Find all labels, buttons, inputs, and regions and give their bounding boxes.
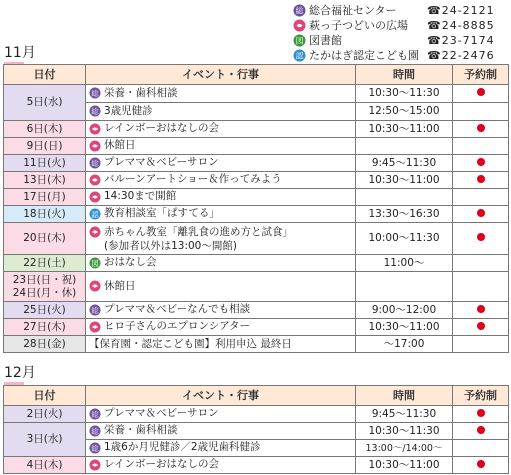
december-schedule-table bbox=[3, 385, 509, 474]
table-row bbox=[4, 85, 509, 103]
svg-text:認: 認 bbox=[91, 209, 99, 219]
table-row bbox=[4, 302, 509, 319]
reservation-cell bbox=[453, 138, 509, 155]
reservation-cell bbox=[453, 336, 509, 353]
sogo-icon bbox=[293, 4, 306, 17]
reservation-dot-icon bbox=[477, 175, 485, 183]
header-date: 日付 bbox=[4, 386, 86, 406]
time-cell: 10:30～11:30 bbox=[356, 85, 453, 103]
date-cell: 22日(土) bbox=[4, 255, 86, 272]
library-icon bbox=[293, 34, 306, 47]
kodomo-hiroba-icon bbox=[89, 280, 101, 292]
event-cell bbox=[86, 85, 356, 103]
event-cell bbox=[86, 189, 356, 206]
event-label: プレママ＆ベビーなんでも相談 bbox=[104, 303, 251, 316]
legend-phone: ☎24-8885 bbox=[427, 19, 495, 32]
date-cell bbox=[4, 272, 86, 302]
event-label: 休館日 bbox=[104, 279, 136, 292]
table-row bbox=[4, 336, 509, 353]
table-row bbox=[4, 172, 509, 189]
table-row bbox=[4, 319, 509, 336]
event-cell bbox=[86, 457, 356, 474]
reservation-cell bbox=[453, 206, 509, 223]
time-cell: 10:30～11:30 bbox=[356, 423, 453, 440]
event-cell bbox=[86, 302, 356, 319]
reservation-cell bbox=[453, 172, 509, 189]
kodomo-hiroba-icon bbox=[89, 174, 101, 186]
svg-text:総: 総 bbox=[91, 409, 99, 419]
date-cell: 18日(火) bbox=[4, 206, 86, 223]
reservation-dot-icon bbox=[477, 305, 485, 313]
date-cell: 17日(月) bbox=[4, 189, 86, 206]
time-cell: 9:45～11:30 bbox=[356, 406, 453, 423]
sogo-icon bbox=[89, 408, 101, 420]
table-row bbox=[4, 406, 509, 423]
table-row bbox=[4, 138, 509, 155]
table-header bbox=[4, 386, 509, 406]
event-label: 栄養・歯科相談 bbox=[104, 424, 178, 437]
month-title-december: 12月 bbox=[4, 362, 36, 382]
sogo-icon bbox=[89, 105, 101, 117]
kodomo-hiroba-icon bbox=[89, 140, 101, 152]
reservation-dot-icon bbox=[477, 426, 485, 434]
event-cell bbox=[86, 155, 356, 172]
reservation-cell bbox=[453, 319, 509, 336]
time-cell bbox=[356, 138, 453, 155]
reservation-dot-icon bbox=[477, 233, 485, 241]
reservation-cell bbox=[453, 272, 509, 302]
table-row bbox=[4, 155, 509, 172]
table-row bbox=[4, 255, 509, 272]
kodomo-hiroba-icon bbox=[89, 123, 101, 135]
sogo-icon bbox=[89, 157, 101, 169]
time-cell bbox=[356, 189, 453, 206]
sogo-icon bbox=[89, 425, 101, 437]
date-cell: 11日(火) bbox=[4, 155, 86, 172]
kodomo-hiroba-icon bbox=[89, 226, 101, 238]
time-cell: 10:00～11:30 bbox=[356, 223, 453, 255]
legend-item-library bbox=[293, 33, 507, 48]
event-label: 休館日 bbox=[104, 139, 136, 152]
date-cell: 28日(金) bbox=[4, 336, 86, 353]
event-cell bbox=[86, 406, 356, 423]
table-row bbox=[4, 423, 509, 440]
header-time: 時間 bbox=[356, 65, 453, 85]
reservation-dot-icon bbox=[477, 124, 485, 132]
event-cell bbox=[86, 103, 356, 121]
header-event: イベント・行事 bbox=[86, 65, 356, 85]
reservation-cell bbox=[453, 457, 509, 474]
svg-text:図: 図 bbox=[91, 258, 99, 268]
event-label-group bbox=[104, 225, 293, 253]
reservation-dot-icon bbox=[477, 460, 485, 468]
event-cell bbox=[86, 172, 356, 189]
table-row bbox=[4, 121, 509, 138]
time-cell: 12:50～15:00 bbox=[356, 103, 453, 121]
reservation-cell bbox=[453, 103, 509, 121]
event-label: バルーンアートショー＆作ってみよう bbox=[104, 173, 282, 186]
event-label: レインボーおはなしの会 bbox=[104, 458, 219, 471]
event-cell bbox=[86, 138, 356, 155]
svg-text:総: 総 bbox=[91, 89, 99, 99]
time-cell: 10:30～11:00 bbox=[356, 121, 453, 138]
header-reservation: 予約制 bbox=[453, 386, 509, 406]
event-cell: 【保育園・認定こども園】利用申込 最終日 bbox=[86, 336, 356, 353]
svg-text:総: 総 bbox=[91, 158, 99, 168]
date-cell: 5日(水) bbox=[4, 85, 86, 121]
time-cell: 13:00～/14:00～ bbox=[356, 440, 453, 457]
table-row bbox=[4, 206, 509, 223]
kodomoen-icon bbox=[89, 208, 101, 220]
date-cell: 20日(木) bbox=[4, 223, 86, 255]
kodomo-hiroba-icon bbox=[89, 191, 101, 203]
event-cell bbox=[86, 423, 356, 440]
event-label: プレママ＆ベビーサロン bbox=[104, 407, 219, 420]
sogo-icon bbox=[89, 304, 101, 316]
table-row bbox=[4, 189, 509, 206]
reservation-cell bbox=[453, 121, 509, 138]
time-cell: 10:30～11:00 bbox=[356, 319, 453, 336]
kodomo-hiroba-icon bbox=[89, 459, 101, 471]
reservation-cell bbox=[453, 440, 509, 457]
event-cell bbox=[86, 206, 356, 223]
header-date: 日付 bbox=[4, 65, 86, 85]
reservation-cell bbox=[453, 406, 509, 423]
svg-text:総: 総 bbox=[91, 305, 99, 315]
legend-name: 萩っ子つどいの広場 bbox=[309, 19, 408, 32]
time-cell: 9:45～11:30 bbox=[356, 155, 453, 172]
reservation-dot-icon bbox=[477, 209, 485, 217]
event-label: 1歳6か月児健診／2歳児歯科健診 bbox=[104, 441, 261, 454]
legend-item-kodomoen bbox=[293, 48, 507, 63]
reservation-dot-icon bbox=[477, 158, 485, 166]
reservation-cell bbox=[453, 85, 509, 103]
legend-item-sogo bbox=[293, 3, 507, 18]
date-cell: 25日(火) bbox=[4, 302, 86, 319]
reservation-dot-icon bbox=[477, 322, 485, 330]
reservation-cell bbox=[453, 255, 509, 272]
legend-name: 図書館 bbox=[309, 34, 342, 47]
legend-item-hiroba bbox=[293, 18, 507, 33]
event-cell bbox=[86, 440, 356, 457]
header-time: 時間 bbox=[356, 386, 453, 406]
event-cell bbox=[86, 272, 356, 302]
time-cell: 10:30～11:00 bbox=[356, 457, 453, 474]
event-cell bbox=[86, 319, 356, 336]
reservation-cell bbox=[453, 423, 509, 440]
date-cell: 13日(木) bbox=[4, 172, 86, 189]
november-schedule-table bbox=[3, 64, 509, 353]
event-label: 赤ちゃん教室「離乳食の進め方と試食」 bbox=[104, 225, 293, 238]
event-label: プレママ＆ベビーサロン bbox=[104, 156, 219, 169]
kodomo-hiroba-icon bbox=[293, 19, 306, 32]
time-cell: 10:30～11:00 bbox=[356, 172, 453, 189]
time-cell: 13:30～16:30 bbox=[356, 206, 453, 223]
sogo-icon bbox=[89, 87, 101, 99]
kodomoen-icon bbox=[293, 49, 306, 62]
date-cell: 2日(火) bbox=[4, 406, 86, 423]
legend-phone: ☎23-7174 bbox=[427, 34, 495, 47]
date-cell: 4日(木) bbox=[4, 457, 86, 474]
table-header bbox=[4, 65, 509, 85]
svg-text:総: 総 bbox=[295, 6, 304, 16]
svg-text:図: 図 bbox=[295, 36, 304, 46]
event-cell bbox=[86, 121, 356, 138]
header-reservation: 予約制 bbox=[453, 65, 509, 85]
month-title-november: 11月 bbox=[4, 42, 36, 62]
reservation-cell bbox=[453, 223, 509, 255]
event-label: ヒロ子さんのエプロンシアター bbox=[104, 320, 251, 333]
time-cell: 9:00～12:00 bbox=[356, 302, 453, 319]
kodomo-hiroba-icon bbox=[89, 321, 101, 333]
event-cell bbox=[86, 255, 356, 272]
svg-text:総: 総 bbox=[91, 107, 99, 117]
event-label: 栄養・歯科相談 bbox=[104, 86, 178, 99]
svg-text:総: 総 bbox=[91, 426, 99, 436]
event-label: 3歳児健診 bbox=[104, 104, 153, 117]
facility-legend bbox=[293, 3, 507, 63]
event-label: 教育相談室「ぱすてる」 bbox=[104, 207, 220, 220]
date-line: 24日(月・休) bbox=[12, 286, 77, 299]
library-icon bbox=[89, 257, 101, 269]
reservation-cell bbox=[453, 189, 509, 206]
event-cell bbox=[86, 223, 356, 255]
date-line: 23日(日・祝) bbox=[12, 273, 77, 286]
svg-text:総: 総 bbox=[91, 443, 99, 453]
date-cell: 3日(水) bbox=[4, 423, 86, 457]
reservation-cell bbox=[453, 155, 509, 172]
header-event: イベント・行事 bbox=[86, 386, 356, 406]
date-cell: 27日(木) bbox=[4, 319, 86, 336]
table-row bbox=[4, 223, 509, 255]
legend-phone: ☎24-2121 bbox=[427, 4, 495, 17]
table-row bbox=[4, 457, 509, 474]
event-label: レインボーおはなしの会 bbox=[104, 122, 219, 135]
time-cell: 11:00～ bbox=[356, 255, 453, 272]
svg-text:認: 認 bbox=[295, 51, 304, 61]
date-cell: 9日(日) bbox=[4, 138, 86, 155]
legend-phone: ☎22-2476 bbox=[427, 49, 495, 62]
sogo-icon bbox=[89, 442, 101, 454]
time-cell: ～17:00 bbox=[356, 336, 453, 353]
reservation-dot-icon bbox=[477, 409, 485, 417]
reservation-dot-icon bbox=[477, 88, 485, 96]
reservation-cell bbox=[453, 302, 509, 319]
legend-name: たかはぎ認定こども園 bbox=[309, 49, 419, 62]
date-cell: 6日(木) bbox=[4, 121, 86, 138]
time-cell bbox=[356, 272, 453, 302]
table-row bbox=[4, 272, 509, 302]
event-note: (参加者以外は13:00～開館) bbox=[104, 239, 237, 252]
legend-name: 総合福祉センター bbox=[309, 4, 397, 17]
event-label: おはなし会 bbox=[104, 256, 157, 269]
event-label: 14:30まで開館 bbox=[104, 190, 177, 203]
